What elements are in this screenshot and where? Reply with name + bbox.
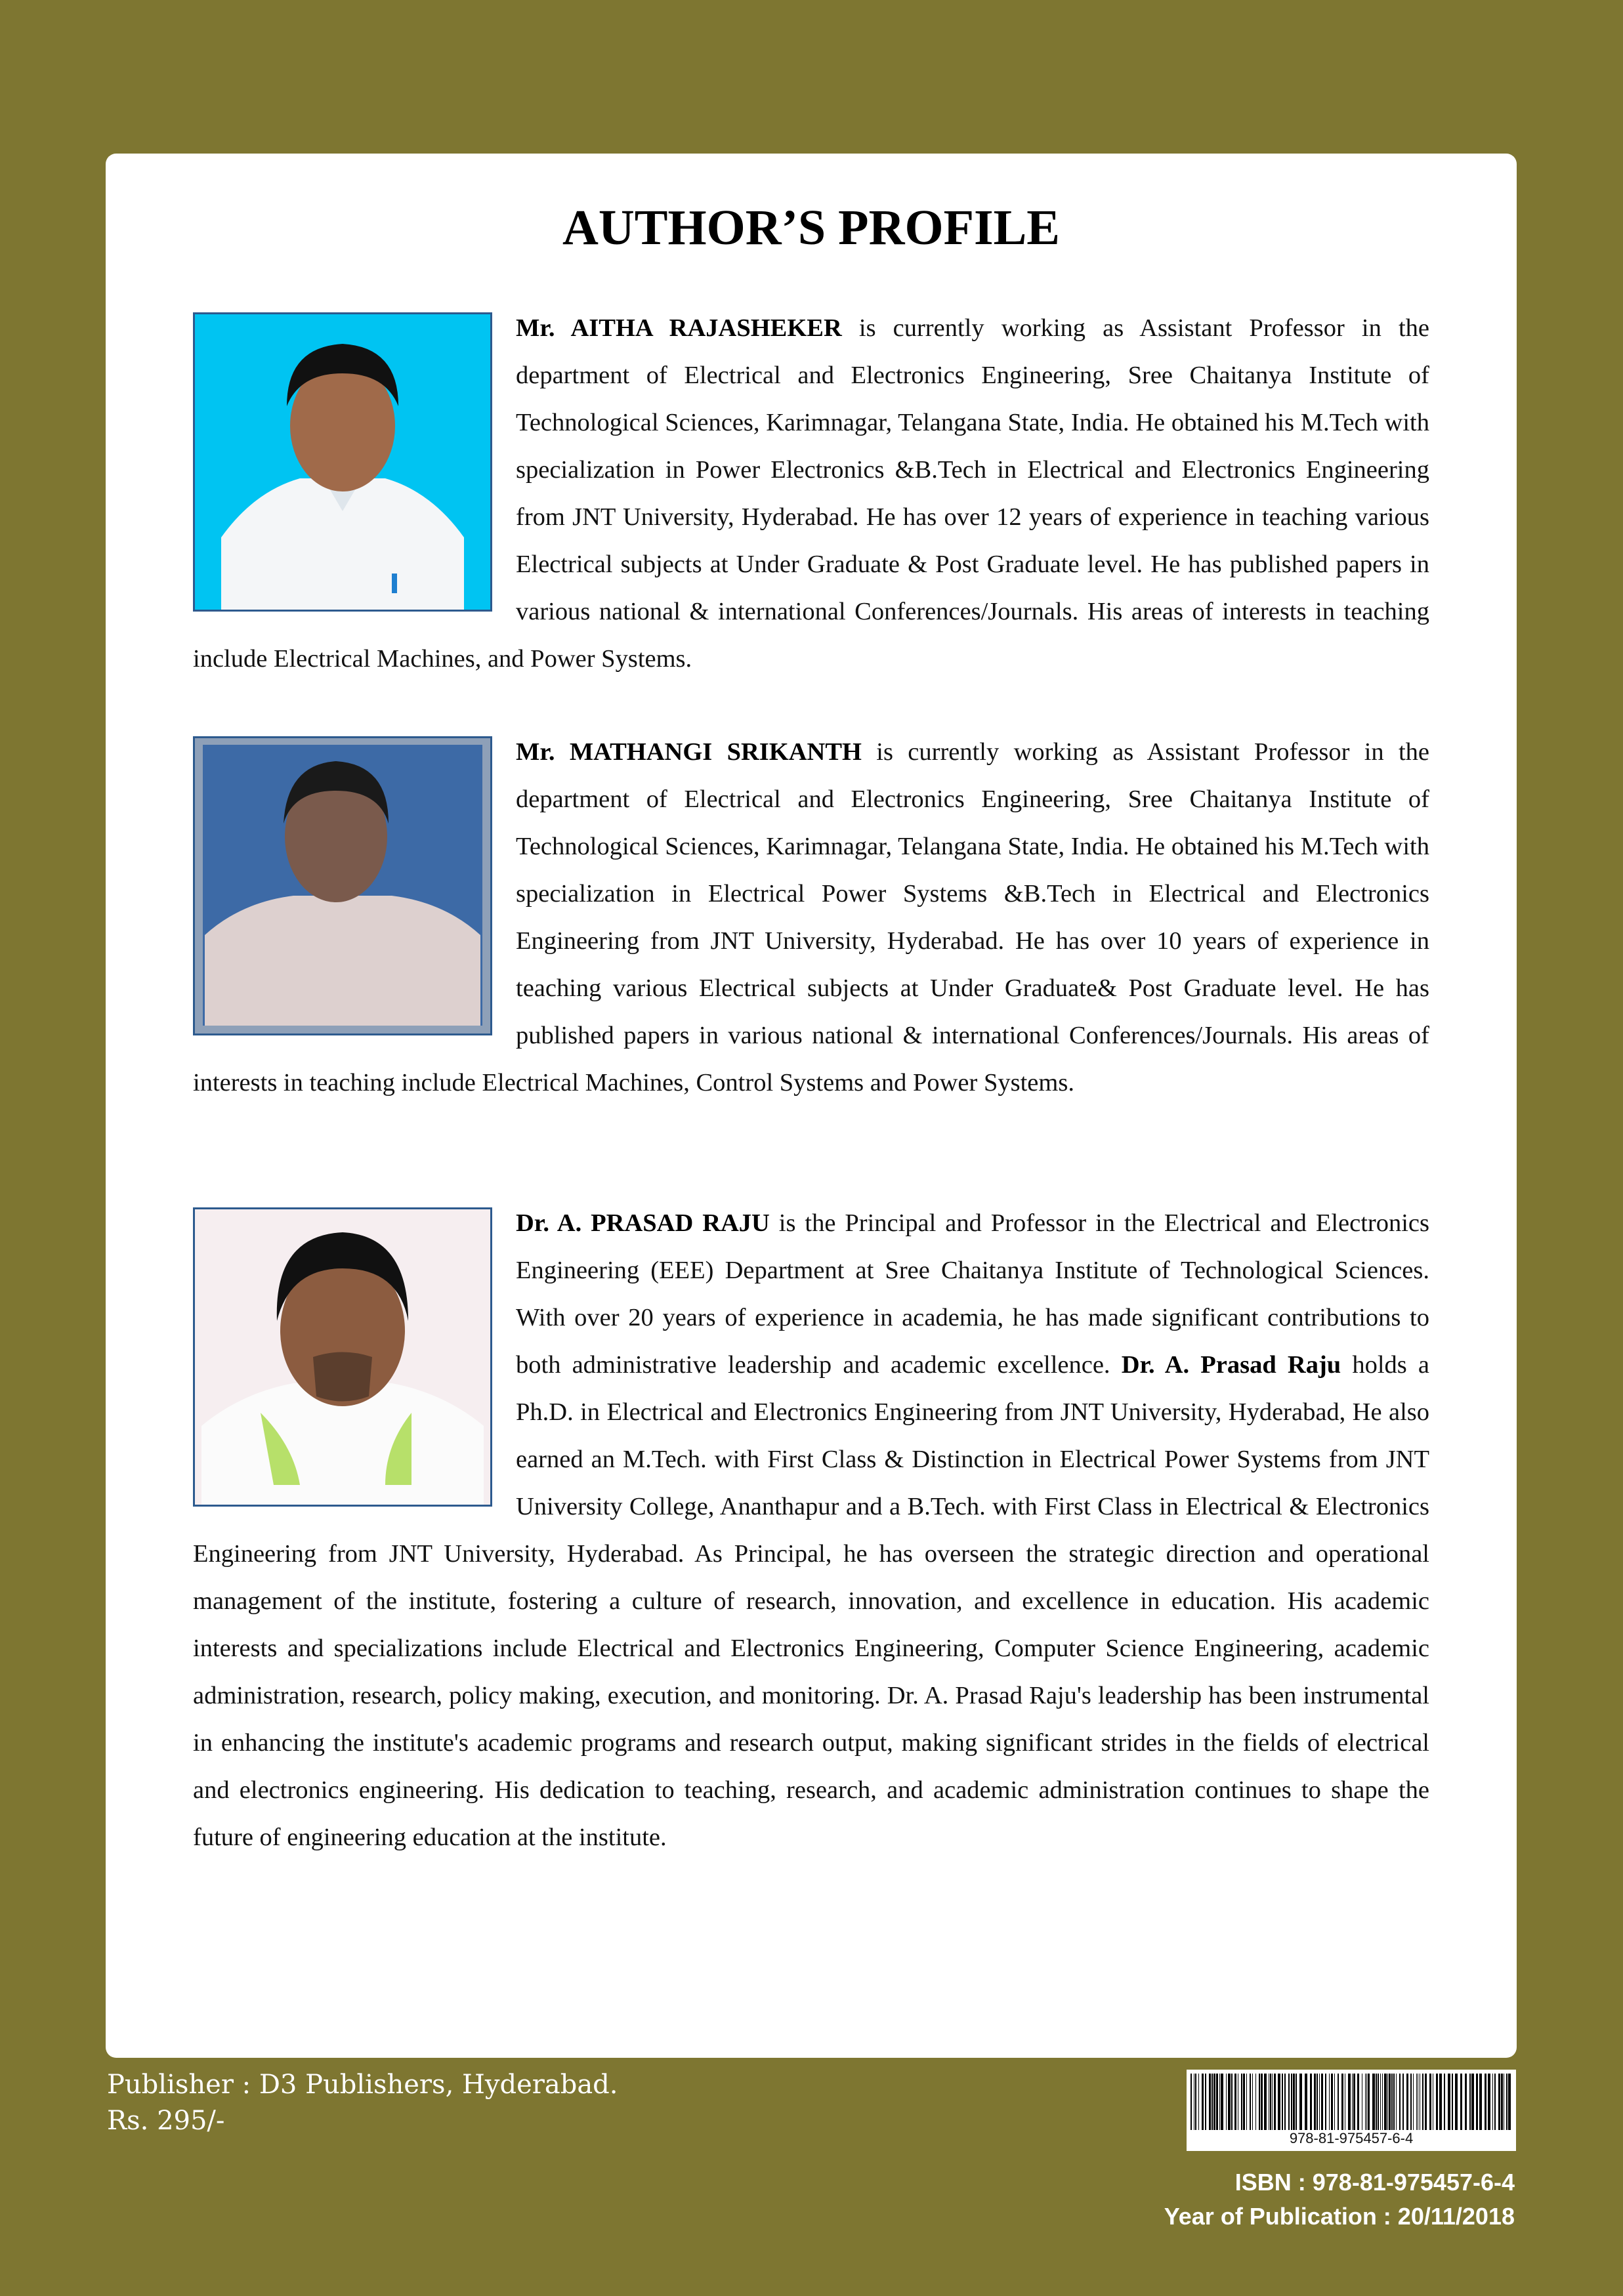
barcode-bar (1234, 2074, 1236, 2130)
author-bio-3b: holds a Ph.D. in Electrical and Electronics Engineering from JNT University, Hyderabad, He also earned an M.Tech. with First Class & Distinction in Electrical Power Systems from JNT University College, Ananthapur and a B.Tech. with First Class in Electrical & Electronics Engineering from JNT University, Hyderabad. As Principal, he has overseen the strategic direction and operational management of the institute, fostering a culture of research, innovation, and excellence in education. His academic interests and specializations include Electrical and Electronics Engineering, Computer Science Engineering, academic administration, research, policy making, execution, and monitoring. Dr. A. Prasad Raju's leadership has been instrumental in enhancing the institute's academic programs and research output, making significant strides in the fields of electrical and electronics engineering. His dedication to teaching, research, and academic administration continues to shape the future of engineering education at the institute. (193, 1351, 1429, 1851)
barcode-bar (1384, 2074, 1387, 2130)
barcode-bar (1498, 2074, 1500, 2130)
isbn-barcode (1187, 2070, 1516, 2151)
barcode-bar (1305, 2074, 1307, 2130)
barcode-bar (1209, 2074, 1211, 2130)
barcode-bar (1291, 2074, 1292, 2130)
barcode-number: 978-81-975457-6-4 (1289, 2130, 1414, 2146)
barcode-bar (1465, 2074, 1467, 2130)
barcode-bar (1259, 2074, 1260, 2130)
barcode-bar (1198, 2074, 1199, 2130)
page-title: AUTHOR’S PROFILE (562, 200, 1060, 255)
author-photo-2 (193, 736, 492, 1035)
person-portrait-icon (195, 1209, 490, 1505)
author-profile-1 (193, 304, 1429, 682)
barcode-bar (1348, 2074, 1351, 2130)
barcode-bar (1425, 2074, 1427, 2130)
barcode-bar (1213, 2074, 1215, 2130)
barcode-bar (1296, 2074, 1297, 2130)
barcode-bar (1416, 2074, 1417, 2130)
barcode-bar (1205, 2074, 1206, 2130)
book-meta (1164, 2165, 1515, 2234)
barcode-bar (1317, 2074, 1318, 2130)
barcode-bar (1319, 2074, 1320, 2130)
barcode-bar (1299, 2074, 1302, 2130)
barcode-bar (1334, 2074, 1335, 2130)
author-photo-1 (193, 312, 492, 612)
barcode-bar (1314, 2074, 1316, 2130)
barcode-bar (1485, 2074, 1486, 2130)
barcode-bar (1310, 2074, 1312, 2130)
barcode-bar (1439, 2074, 1442, 2130)
barcode-bar (1264, 2074, 1267, 2130)
barcode-bar (1353, 2074, 1355, 2130)
barcode-bar (1278, 2074, 1280, 2130)
barcode-bar (1492, 2074, 1493, 2130)
barcode-bar (1241, 2074, 1242, 2130)
publisher-info (107, 2067, 618, 2139)
barcode-bar (1413, 2074, 1414, 2130)
barcode-bar (1274, 2074, 1276, 2130)
author-name-2: Mr. MATHANGI SRIKANTH (516, 738, 862, 766)
barcode-bar (1471, 2074, 1474, 2130)
profile-card (106, 154, 1517, 2058)
barcode-bar (1282, 2074, 1283, 2130)
author-bio-2: is currently working as Assistant Professor in the department of Electrical and Electronics Engineering, Sree Chaitanya Institute of Technological Sciences, Karimnagar, Telangana State, India. He obtained his M.Tech with specialization in Electrical Power Systems &B.Tech in Electrical and Electronics Engineering from JNT University, Hyderabad. He has over 10 years of experience in teaching various Electrical subjects at Under Graduate& Post Graduate level. He has published papers in various national & international Conferences/Journals. His areas of interests in teaching include Electrical Machines, Control Systems and Power Systems. (193, 738, 1430, 1096)
barcode-bar (1366, 2074, 1367, 2130)
barcode-bar (1195, 2074, 1196, 2130)
person-portrait-icon (195, 738, 490, 1033)
barcode-bar (1357, 2074, 1359, 2130)
barcode-bar (1402, 2074, 1404, 2130)
barcode-bar (1436, 2074, 1438, 2130)
barcode-bar (1444, 2074, 1445, 2130)
barcode-bar (1469, 2074, 1471, 2130)
barcode-bar (1501, 2074, 1503, 2130)
barcode-bar (1352, 2074, 1353, 2130)
barcode-bar (1231, 2074, 1233, 2130)
author-profile-2 (193, 728, 1429, 1106)
barcode-bar (1329, 2074, 1330, 2130)
barcode-bar (1380, 2074, 1381, 2130)
barcode-bar (1393, 2074, 1395, 2130)
barcode-bar (1191, 2074, 1192, 2130)
barcode-bar (1250, 2074, 1251, 2130)
barcode-bar (1506, 2074, 1507, 2130)
author-bio-3a: is the Principal and Professor in the Electrical and Electronics Engineering (EEE) Department at Sree Chaitanya Institute of Technological Sciences. With over 20 years of experience in academia, he has made significant contributions to both administrative leadership and academic excellence. (516, 1209, 1430, 1379)
barcode-bar (1429, 2074, 1431, 2130)
author-bio-1: is currently working as Assistant Professor in the department of Electrical and Electronics Engineering, Sree Chaitanya Institute of Technological Sciences, Karimnagar, Telangana State, India. He obtained his M.Tech with specialization in Power Electronics &B.Tech in Electrical and Electronics Engineering from JNT University, Hyderabad. He has over 12 years of experience in teaching various Electrical subjects at Under Graduate & Post Graduate level. He has published papers in various national & international Conferences/Journals. His areas of interests in teaching include Electrical Machines, and Power Systems. (193, 314, 1429, 673)
barcode-bar (1476, 2074, 1478, 2130)
publication-year: Year of Publication : 20/11/2018 (1164, 2203, 1515, 2230)
barcode-bar (1396, 2074, 1397, 2130)
barcode-bar (1494, 2074, 1496, 2130)
barcode-bar (1331, 2074, 1333, 2130)
publisher-name: Publisher : D3 Publishers, Hyderabad. (107, 2070, 618, 2100)
book-price: Rs. 295/- (107, 2106, 225, 2136)
barcode-bar (1272, 2074, 1273, 2130)
author-photo-3 (193, 1207, 492, 1507)
barcode-bar (1460, 2074, 1462, 2130)
barcode-bar (1479, 2074, 1482, 2130)
barcode-bar (1338, 2074, 1339, 2130)
barcode-bar (1288, 2074, 1290, 2130)
barcode-bar (1293, 2074, 1295, 2130)
barcode-bar (1508, 2074, 1511, 2130)
barcode-bar (1399, 2074, 1401, 2130)
barcode-bar (1452, 2074, 1453, 2130)
barcode-bar (1226, 2074, 1227, 2130)
barcode-bar (1368, 2074, 1370, 2130)
barcode-bar (1378, 2074, 1379, 2130)
barcode-bar (1243, 2074, 1245, 2130)
barcode-bar (1212, 2074, 1213, 2130)
barcode-bar (1391, 2074, 1393, 2130)
isbn-label: ISBN : 978-81-975457-6-4 (1234, 2169, 1515, 2196)
barcode-bar (1228, 2074, 1231, 2130)
barcode-bar (1422, 2074, 1423, 2130)
barcode-bar (1202, 2074, 1204, 2130)
barcode-bars-icon (1189, 2070, 1513, 2131)
barcode-bar (1216, 2074, 1218, 2130)
barcode-bar (1382, 2074, 1383, 2130)
barcode-bar (1246, 2074, 1247, 2130)
barcode-bar (1387, 2074, 1388, 2130)
barcode-bar (1406, 2074, 1408, 2130)
author-bold-name-3: Dr. A. Prasad Raju (1121, 1351, 1341, 1379)
barcode-bar (1325, 2074, 1326, 2130)
author-name-1: Mr. AITHA RAJASHEKER (516, 314, 842, 342)
barcode-bar (1372, 2074, 1375, 2130)
person-portrait-icon (195, 314, 490, 610)
barcode-bar (1448, 2074, 1450, 2130)
barcode-bar (1389, 2074, 1391, 2130)
barcode-bar (1488, 2074, 1490, 2130)
author-name-3: Dr. A. PRASAD RAJU (516, 1209, 770, 1237)
barcode-bar (1219, 2074, 1220, 2130)
barcode-bar (1261, 2074, 1263, 2130)
barcode-bar (1221, 2074, 1223, 2130)
barcode-bar (1255, 2074, 1256, 2130)
barcode-bar (1270, 2074, 1271, 2130)
barcode-bar (1284, 2074, 1286, 2130)
barcode-bar (1341, 2074, 1343, 2130)
barcode-bar (1321, 2074, 1323, 2130)
barcode-bar (1376, 2074, 1377, 2130)
barcode-bar (1410, 2074, 1412, 2130)
barcode-bar (1252, 2074, 1253, 2130)
barcode-bar (1455, 2074, 1458, 2130)
barcode-bar (1365, 2074, 1366, 2130)
author-profile-3 (193, 1200, 1429, 1861)
